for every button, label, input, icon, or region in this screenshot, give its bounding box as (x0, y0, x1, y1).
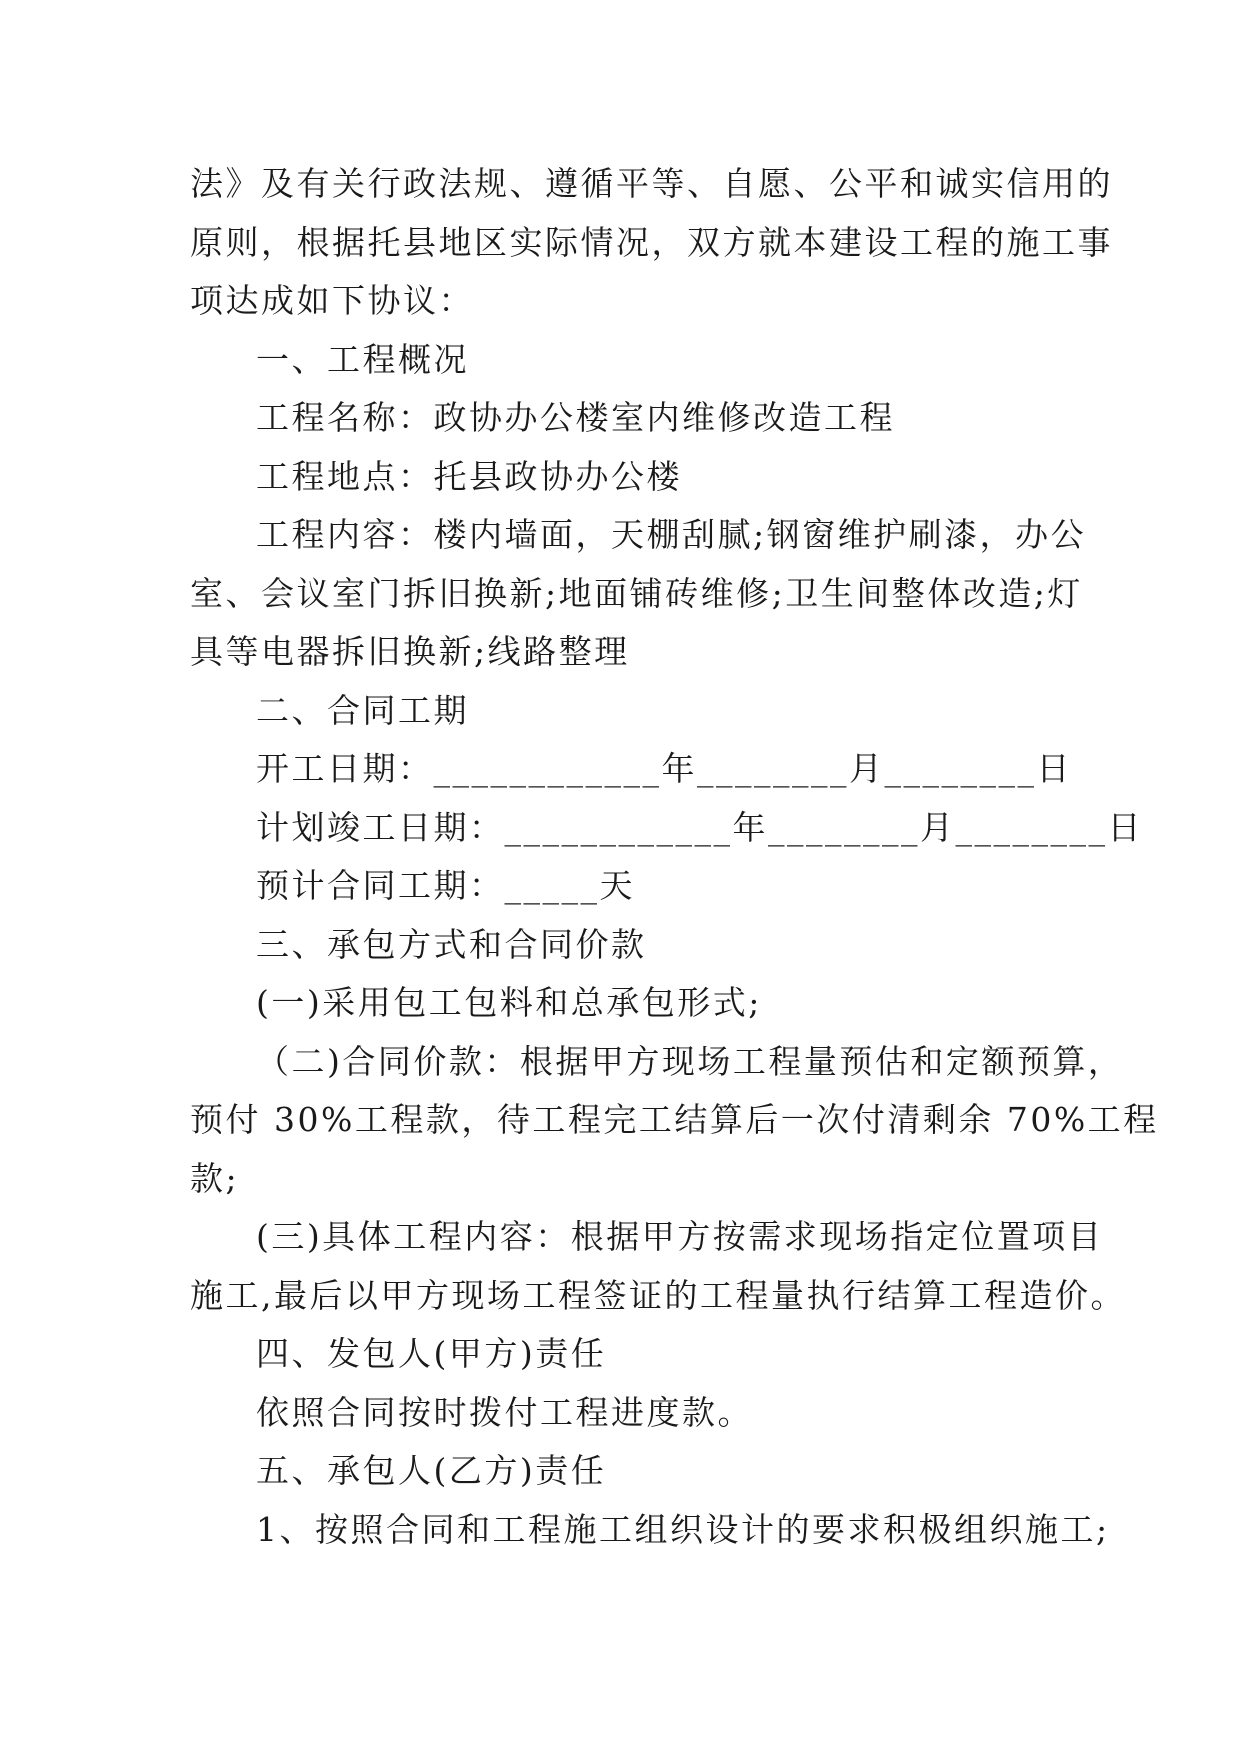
paragraph-line: 项达成如下协议： (190, 281, 474, 320)
document-page (190, 155, 1159, 1559)
section-heading-schedule: 二、合同工期 (256, 690, 469, 730)
party-b-duty-line: 1、按照合同和工程施工组织设计的要求积极组织施工; (256, 1509, 1110, 1549)
paragraph-line: 预付 30%工程款，待工程完工结算后一次付清剩余 70%工程 (190, 1100, 1159, 1139)
party-a-duty-line: 依照合同按时拨付工程进度款。 (256, 1392, 753, 1432)
contract-duration-line: 预计合同工期：_____天 (256, 866, 635, 905)
section-heading-party-b: 五、承包人(乙方)责任 (256, 1451, 607, 1490)
project-location-line: 工程地点：托县政协办公楼 (256, 456, 682, 496)
paragraph-line: 原则，根据托县地区实际情况，双方就本建设工程的施工事 (190, 222, 1113, 262)
clause-item-3: (三)具体工程内容：根据甲方按需求现场指定位置项目 (256, 1217, 1104, 1256)
project-name-line: 工程名称：政协办公楼室内维修改造工程 (256, 398, 895, 437)
clause-item-2: （二)合同价款：根据甲方现场工程量预估和定额预算， (256, 1041, 1124, 1081)
paragraph-line: 室、会议室门拆旧换新;地面铺砖维修;卫生间整体改造;灯 (190, 573, 1083, 613)
section-heading-party-a: 四、发包人(甲方)责任 (256, 1334, 607, 1373)
planned-completion-date-line: 计划竣工日期：____________年________月________日 (256, 807, 1143, 847)
paragraph-line: 具等电器拆旧换新;线路整理 (190, 632, 630, 671)
paragraph-line: 款; (190, 1158, 240, 1198)
paragraph-line: 施工,最后以甲方现场工程签证的工程量执行结算工程造价。 (190, 1275, 1126, 1315)
paragraph-line: 法》及有关行政法规、遵循平等、自愿、公平和诚实信用的 (190, 164, 1113, 203)
start-date-line: 开工日期：____________年________月________日 (256, 749, 1072, 788)
section-heading-overview: 一、工程概况 (256, 339, 469, 379)
clause-item-1: (一)采用包工包料和总承包形式; (256, 983, 762, 1022)
project-content-line: 工程内容：楼内墙面，天棚刮腻;钢窗维护刷漆，办公 (256, 515, 1087, 554)
section-heading-contract-method: 三、承包方式和合同价款 (256, 924, 647, 964)
